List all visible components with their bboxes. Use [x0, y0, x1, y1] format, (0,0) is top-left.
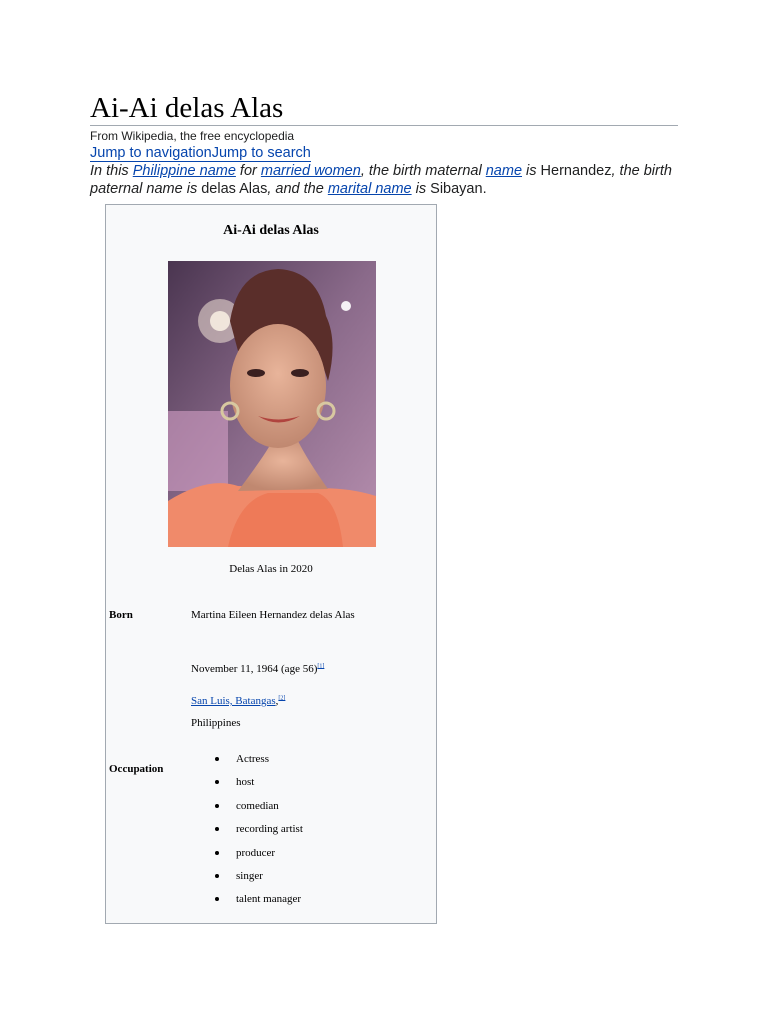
maternal-name: Hernandez [540, 163, 612, 179]
occupation-item: host [191, 774, 303, 797]
jump-to-search-link[interactable]: Jump to search [211, 145, 311, 161]
occupation-item: producer [191, 845, 303, 868]
married-women-link[interactable]: married women [260, 163, 361, 179]
hatnote-text: is [522, 163, 541, 179]
born-place-separator: , [275, 695, 279, 707]
hatnote [90, 162, 680, 198]
infobox-title: Ai-Ai delas Alas [223, 223, 319, 238]
hatnote-text: is [411, 181, 431, 197]
site-tagline: From Wikipedia, the free encyclopedia [90, 129, 295, 143]
born-place [191, 695, 285, 707]
hatnote-text: , and the [267, 181, 328, 197]
hatnote-text: , the birth paternal name is [90, 163, 672, 197]
born-country: Philippines [191, 717, 241, 729]
infobox [105, 204, 437, 924]
born-name: Martina Eileen Hernandez delas Alas [191, 609, 355, 621]
paternal-name: delas Alas [201, 181, 268, 197]
marital-name: Sibayan [430, 181, 483, 197]
portrait-photo[interactable] [168, 261, 376, 547]
jump-links [90, 144, 311, 162]
occupation-item: singer [191, 868, 303, 891]
title-divider [90, 125, 678, 126]
san-luis-batangas-link[interactable]: San Luis, Batangas [191, 695, 276, 707]
hatnote-text: for [235, 163, 261, 179]
reference-1-link[interactable]: [1] [317, 663, 325, 670]
jump-to-navigation-link[interactable]: Jump to navigation [90, 145, 212, 161]
occupation-list [191, 751, 303, 915]
occupation-item: talent manager [191, 891, 303, 914]
reference-2-link[interactable]: [2] [278, 695, 286, 702]
photo-caption: Delas Alas in 2020 [229, 563, 313, 575]
occupation-item: comedian [191, 798, 303, 821]
name-link[interactable]: name [485, 163, 523, 179]
born-date [191, 663, 324, 675]
philippine-name-link[interactable]: Philippine name [132, 163, 236, 179]
portrait-illustration [168, 261, 376, 547]
born-date-text: November 11, 1964 (age 56) [191, 663, 318, 675]
marital-name-link[interactable]: marital name [327, 181, 412, 197]
occupation-label: Occupation [109, 763, 164, 775]
occupation-item: recording artist [191, 821, 303, 844]
hatnote-text: In this [90, 163, 133, 179]
hatnote-text: , the birth maternal [360, 163, 486, 179]
page-title: Ai-Ai delas Alas [90, 92, 284, 124]
born-label: Born [109, 609, 133, 621]
occupation-item: Actress [191, 751, 303, 774]
hatnote-text: . [482, 181, 487, 197]
